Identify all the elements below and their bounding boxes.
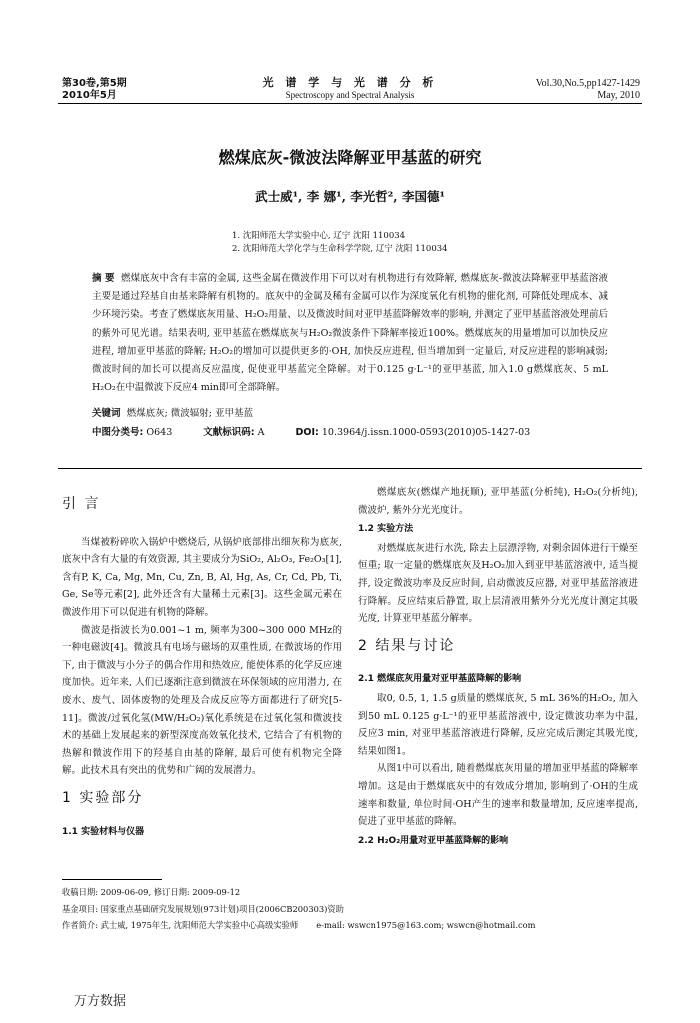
abstract-label: 摘 要 xyxy=(92,273,115,284)
footnote-fund: 基金项目: 国家重点基础研究发展规划(973计划)项目(2006CB200303)资助 xyxy=(62,903,344,914)
footnote-bio-line xyxy=(62,917,622,934)
section-1-heading: 1 实验部分 xyxy=(62,789,144,806)
volume-en: Vol.30,No.5,pp1427-1429 xyxy=(535,78,640,89)
footnote xyxy=(62,884,622,934)
author-list: 武士威¹, 李 娜¹, 李光哲², 李国德¹ xyxy=(255,189,445,204)
subsection-1-1-heading: 1.1 实验材料与仪器 xyxy=(62,826,145,837)
doi-label: DOI: xyxy=(295,427,319,438)
affiliations xyxy=(232,230,448,256)
header-volume-en xyxy=(536,78,640,102)
classification-line xyxy=(92,423,608,442)
right-column xyxy=(358,484,638,851)
subsection-2-1-heading: 2.1 燃煤底灰用量对亚甲基蓝降解的影响 xyxy=(358,674,522,685)
volume-cn: 第30卷,第5期 xyxy=(62,78,127,89)
footnote-divider xyxy=(62,879,162,880)
keywords-line xyxy=(92,404,608,423)
keywords-block xyxy=(92,404,608,442)
result-paragraph-2: 从图1中可以看出, 随着燃煤底灰用量的增加亚甲基蓝的降解率增加。这是由于燃煤底灰中的有效成分增加, 影响到了·OH的生成速率和数量, 单位时间·OH产生的速率和数量增加, 反应速率提高, 促进了亚甲基蓝的降解。 xyxy=(358,763,638,828)
intro-paragraph-2: 微波是指波长为0.001~1 m, 频率为300~300 000 MHz的一种电磁波[4]。微波具有电场与磁场的双重性质, 在微波场的作用下, 由于微波与小分子的偶合作用和热效应, 能使体系的化学反应速度加快。近年来, 人们已逐渐注意到微波在环保领域的应用潜力, 在废水、废气、固体废物的处理及合成反应等方面都进行了研究[5-11]。微波/过氧化氢(MW/H₂O₂)氧化系统是在过氧化氢和微波技术的基础上发展起来的新型深度高效氧化技术, 它结合了有机物的热解和微波作用下的羟基自由基的降解, 最后可使有机物完全降解。此技术具有突出的优势和广阔的发展潜力。 xyxy=(62,624,342,777)
method-paragraph: 对燃煤底灰进行水洗, 除去上层漂浮物, 对剩余固体进行干燥至恒重; 取一定量的燃煤底灰及H₂O₂加入到亚甲基蓝溶液中, 适当搅拌, 设定微波功率及反应时间, 启动微波反应器, 对亚甲基蓝溶液进行降解。反应结束后静置, 取上层清液用紫外分光光度计测定其吸光度, 计算亚甲基蓝分解率。 xyxy=(358,542,638,625)
journal-name-en: Spectroscopy and Spectral Analysis xyxy=(285,90,415,100)
journal-name-cn: 光 谱 学 与 光 谱 分 析 xyxy=(262,76,438,89)
subsection-1-2-heading: 1.2 实验方法 xyxy=(358,524,414,535)
doc-code: A xyxy=(257,427,265,438)
author-email: e-mail: wswcn1975@163.com; wswcn@hotmail.com xyxy=(316,920,536,930)
clc-code: O643 xyxy=(146,427,173,438)
materials-paragraph: 燃煤底灰(燃煤产地抚顺), 亚甲基蓝(分析纯), H₂O₂(分析纯), 微波炉, 紫外分光光度计。 xyxy=(358,487,638,516)
intro-paragraph-1: 当煤被粉碎吹入锅炉中燃烧后, 从锅炉底部排出细灰称为底灰, 底灰中含有大量的有效资源, 其主要成分为SiO₂, Al₂O₃, Fe₂O₃[1], 含有P, K, Ca, Mg, Mn, Cu, Zn, B, Al, Hg, As, Cr, Cd, Pb, Ti, Ge, Se等元素[2], 此外还含有大量稀土元素[3]。这些金属元素在微波作用下可以促进有机物的降解。 xyxy=(62,536,342,618)
doi: 10.3964/j.issn.1000-0593(2010)05-1427-03 xyxy=(321,427,531,438)
result-paragraph-1: 取0, 0.5, 1, 1.5 g质量的燃煤底灰, 5 mL 36%的H₂O₂, 加入到50 mL 0.125 g·L⁻¹的亚甲基蓝溶液中, 设定微波功率为中温, 反应3 min, 对亚甲基蓝溶液进行降解, 反应完成后测定其吸光度, 结果如图1。 xyxy=(358,692,638,757)
keywords: 燃煤底灰; 微波辐射; 亚甲基蓝 xyxy=(126,408,254,419)
keywords-label: 关键词 xyxy=(92,408,121,419)
intro-heading: 引 言 xyxy=(62,496,101,512)
doc-code-label: 文献标识码: xyxy=(203,427,255,438)
abstract-text: 燃煤底灰中含有丰富的金属, 这些金属在微波作用下可以对有机物进行有效降解, 燃煤底灰-微波法降解亚甲基蓝溶液主要是通过羟基自由基来降解有机物的。底灰中的金属及稀有金属可以作为深度氧化有机物的催化剂, 可降低处理成本、减少环境污染。考查了燃煤底灰用量、H₂O₂用量、以及微波时间对亚甲基蓝降解效率的影响, 并测定了亚甲基蓝溶液处理前后的紫外可见光谱。结果表明, 亚甲基蓝在燃煤底灰与H₂O₂微波条件下降解率接近100%。燃煤底灰的用量增加可以加快反应进程, 增加亚甲基蓝的降解; H₂O₂的增加可以提供更多的·OH, 加快反应进程, 但当增加到一定量后, 对反应进程的影响减弱; 微波时间的加长可以提高反应温度, 促使亚甲基蓝完全降解。对于0.125 g·L⁻¹的亚甲基蓝, 加入1.0 g燃煤底灰、5 mL H₂O₂在中温微波下反应4 min即可全部降解。 xyxy=(92,273,609,394)
header-divider xyxy=(58,103,642,104)
subsection-2-2-heading: 2.2 H₂O₂用量对亚甲基蓝降解的影响 xyxy=(358,835,509,846)
affiliation-1: 1. 沈阳师范大学实验中心, 辽宁 沈阳 110034 xyxy=(232,231,406,241)
watermark: 万方数据 xyxy=(74,994,127,1009)
footnote-bio: 作者简介: 武士威, 1975年生, 沈阳师范大学实验中心高级实验师 xyxy=(62,920,299,930)
date-en: May, 2010 xyxy=(597,90,640,101)
section-divider xyxy=(58,468,642,469)
left-column xyxy=(62,484,342,842)
affiliation-2: 2. 沈阳师范大学化学与生命科学学院, 辽宁 沈阳 110034 xyxy=(232,244,448,254)
article-title: 燃煤底灰-微波法降解亚甲基蓝的研究 xyxy=(218,148,482,167)
abstract xyxy=(92,270,608,397)
clc-label: 中图分类号: xyxy=(92,427,144,438)
date-cn: 2010年5月 xyxy=(62,90,117,101)
footnote-dates: 收稿日期: 2009-06-09, 修订日期: 2009-09-12 xyxy=(62,887,241,897)
journal-name xyxy=(200,76,500,102)
section-2-heading: 2 结果与讨论 xyxy=(358,637,456,654)
header-volume-issue xyxy=(62,78,127,102)
